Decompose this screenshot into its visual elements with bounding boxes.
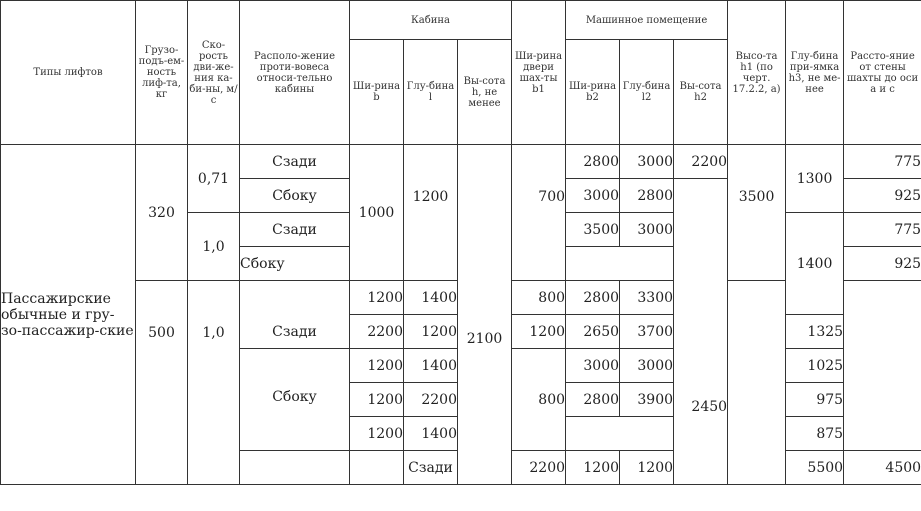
- machine-width-cell: 2800: [566, 281, 620, 315]
- distance-cell: 875: [786, 417, 844, 451]
- table-row: [1, 145, 921, 179]
- shaft-height-empty: [728, 281, 786, 485]
- capacity-empty: [240, 451, 350, 485]
- distance-cell: 1325: [786, 315, 844, 349]
- header-capacity: Грузо-подъ-ем-ность лиф-та, кг: [136, 1, 188, 145]
- header-machine-height: Вы-сота h2: [674, 40, 728, 145]
- header-pit-depth: Глу-бина при-ямка h3, не ме-нее: [786, 1, 844, 145]
- door-width-cell: 1200: [512, 315, 566, 349]
- capacity-cell: 320: [136, 145, 188, 281]
- counterweight-cell: Сзади: [404, 451, 458, 485]
- cabin-width-cell: 1000: [350, 145, 404, 281]
- header-machine-room: Машинное помещение: [566, 1, 728, 40]
- header-distance: Рассто-яние от стены шахты до оси a и c: [844, 1, 921, 145]
- cabin-depth-cell: 1200: [404, 315, 458, 349]
- counterweight-cell: Сбоку: [240, 349, 350, 451]
- counterweight-cell: Сбоку: [240, 179, 350, 213]
- machine-depth-cell: 3000: [620, 213, 674, 247]
- pit-depth-empty: [844, 281, 921, 451]
- cabin-depth-cell: 1400: [404, 349, 458, 383]
- door-width-cell: 1200: [620, 451, 674, 485]
- cabin-height-cell: 2100: [458, 145, 512, 485]
- distance-cell: 975: [786, 383, 844, 417]
- machine-depth-cell: 3900: [620, 383, 674, 417]
- machine-width-cell: 3500: [566, 213, 620, 247]
- cabin-depth-cell: 2200: [404, 383, 458, 417]
- cabin-depth-cell: 1400: [404, 417, 458, 451]
- cabin-width-cell: 1200: [350, 281, 404, 315]
- machine-empty-cell: [566, 247, 674, 281]
- header-cabin-depth: Глу-бина l: [404, 40, 458, 145]
- header-cabin-height: Вы-сота h, не менее: [458, 40, 512, 145]
- header-speed: Ско-рость дви-же-ния ка-би-ны, м/с: [188, 1, 240, 145]
- header-machine-depth: Глу-бина l2: [620, 40, 674, 145]
- machine-width-cell: 2650: [566, 315, 620, 349]
- machine-width-cell: 3000: [566, 179, 620, 213]
- machine-empty-cell: [566, 417, 674, 451]
- distance-cell: 775: [844, 213, 921, 247]
- machine-width-cell: 5500: [786, 451, 844, 485]
- header-cabin-width: Ши-рина b: [350, 40, 404, 145]
- header-counterweight: Располо-жение проти-вовеса относи-тельно кабины: [240, 1, 350, 145]
- door-width-cell: 700: [512, 145, 566, 281]
- distance-cell: 1025: [786, 349, 844, 383]
- cabin-width-cell: 2200: [350, 315, 404, 349]
- header-type: Типы лифтов: [1, 1, 136, 145]
- pit-depth-cell: 1300: [786, 145, 844, 213]
- speed-cell: 1,0: [188, 213, 240, 281]
- distance-cell: 925: [844, 179, 921, 213]
- cabin-depth-cell: 1200: [566, 451, 620, 485]
- machine-depth-cell: 3000: [620, 349, 674, 383]
- cabin-width-cell: 2200: [512, 451, 566, 485]
- cabin-width-cell: 1200: [350, 349, 404, 383]
- lift-type: Пассажирские обычные и гру-зо-пассажир-ские: [1, 145, 136, 485]
- counterweight-cell: Сбоку: [240, 247, 350, 281]
- machine-depth-cell: 3300: [620, 281, 674, 315]
- distance-cell: 775: [844, 145, 921, 179]
- cabin-depth-cell: 1200: [404, 145, 458, 281]
- counterweight-cell: Сзади: [240, 145, 350, 179]
- cabin-depth-cell: 1400: [404, 281, 458, 315]
- machine-depth-cell: 2800: [620, 179, 674, 213]
- counterweight-cell: Сзади: [240, 213, 350, 247]
- cabin-width-cell: 1200: [350, 417, 404, 451]
- machine-height-cell: 2450: [674, 179, 728, 485]
- machine-depth-cell: 4500: [844, 451, 921, 485]
- counterweight-cell: Сзади: [240, 281, 350, 349]
- capacity-cell: 500: [136, 281, 188, 485]
- header-cabin: Кабина: [350, 1, 512, 40]
- machine-depth-cell: 3700: [620, 315, 674, 349]
- header-machine-width: Ши-рина b2: [566, 40, 620, 145]
- door-width-cell: 800: [512, 349, 566, 451]
- distance-cell: 925: [844, 247, 921, 281]
- speed-cell: 0,71: [188, 145, 240, 213]
- speed-cell: 1,0: [188, 281, 240, 485]
- machine-width-cell: 2800: [566, 145, 620, 179]
- header-shaft-height: Высо-та h1 (по черт. 17.2.2, а): [728, 1, 786, 145]
- header-door-width: Ши-рина двери шах-ты b1: [512, 1, 566, 145]
- shaft-height-cell: 3500: [728, 145, 786, 281]
- machine-width-cell: 2800: [566, 383, 620, 417]
- door-width-cell: 800: [512, 281, 566, 315]
- cabin-width-cell: 1200: [350, 383, 404, 417]
- machine-width-cell: 3000: [566, 349, 620, 383]
- speed-empty: [350, 451, 404, 485]
- machine-depth-cell: 3000: [620, 145, 674, 179]
- pit-depth-cell: 1400: [786, 213, 844, 315]
- machine-height-cell: 2200: [674, 145, 728, 179]
